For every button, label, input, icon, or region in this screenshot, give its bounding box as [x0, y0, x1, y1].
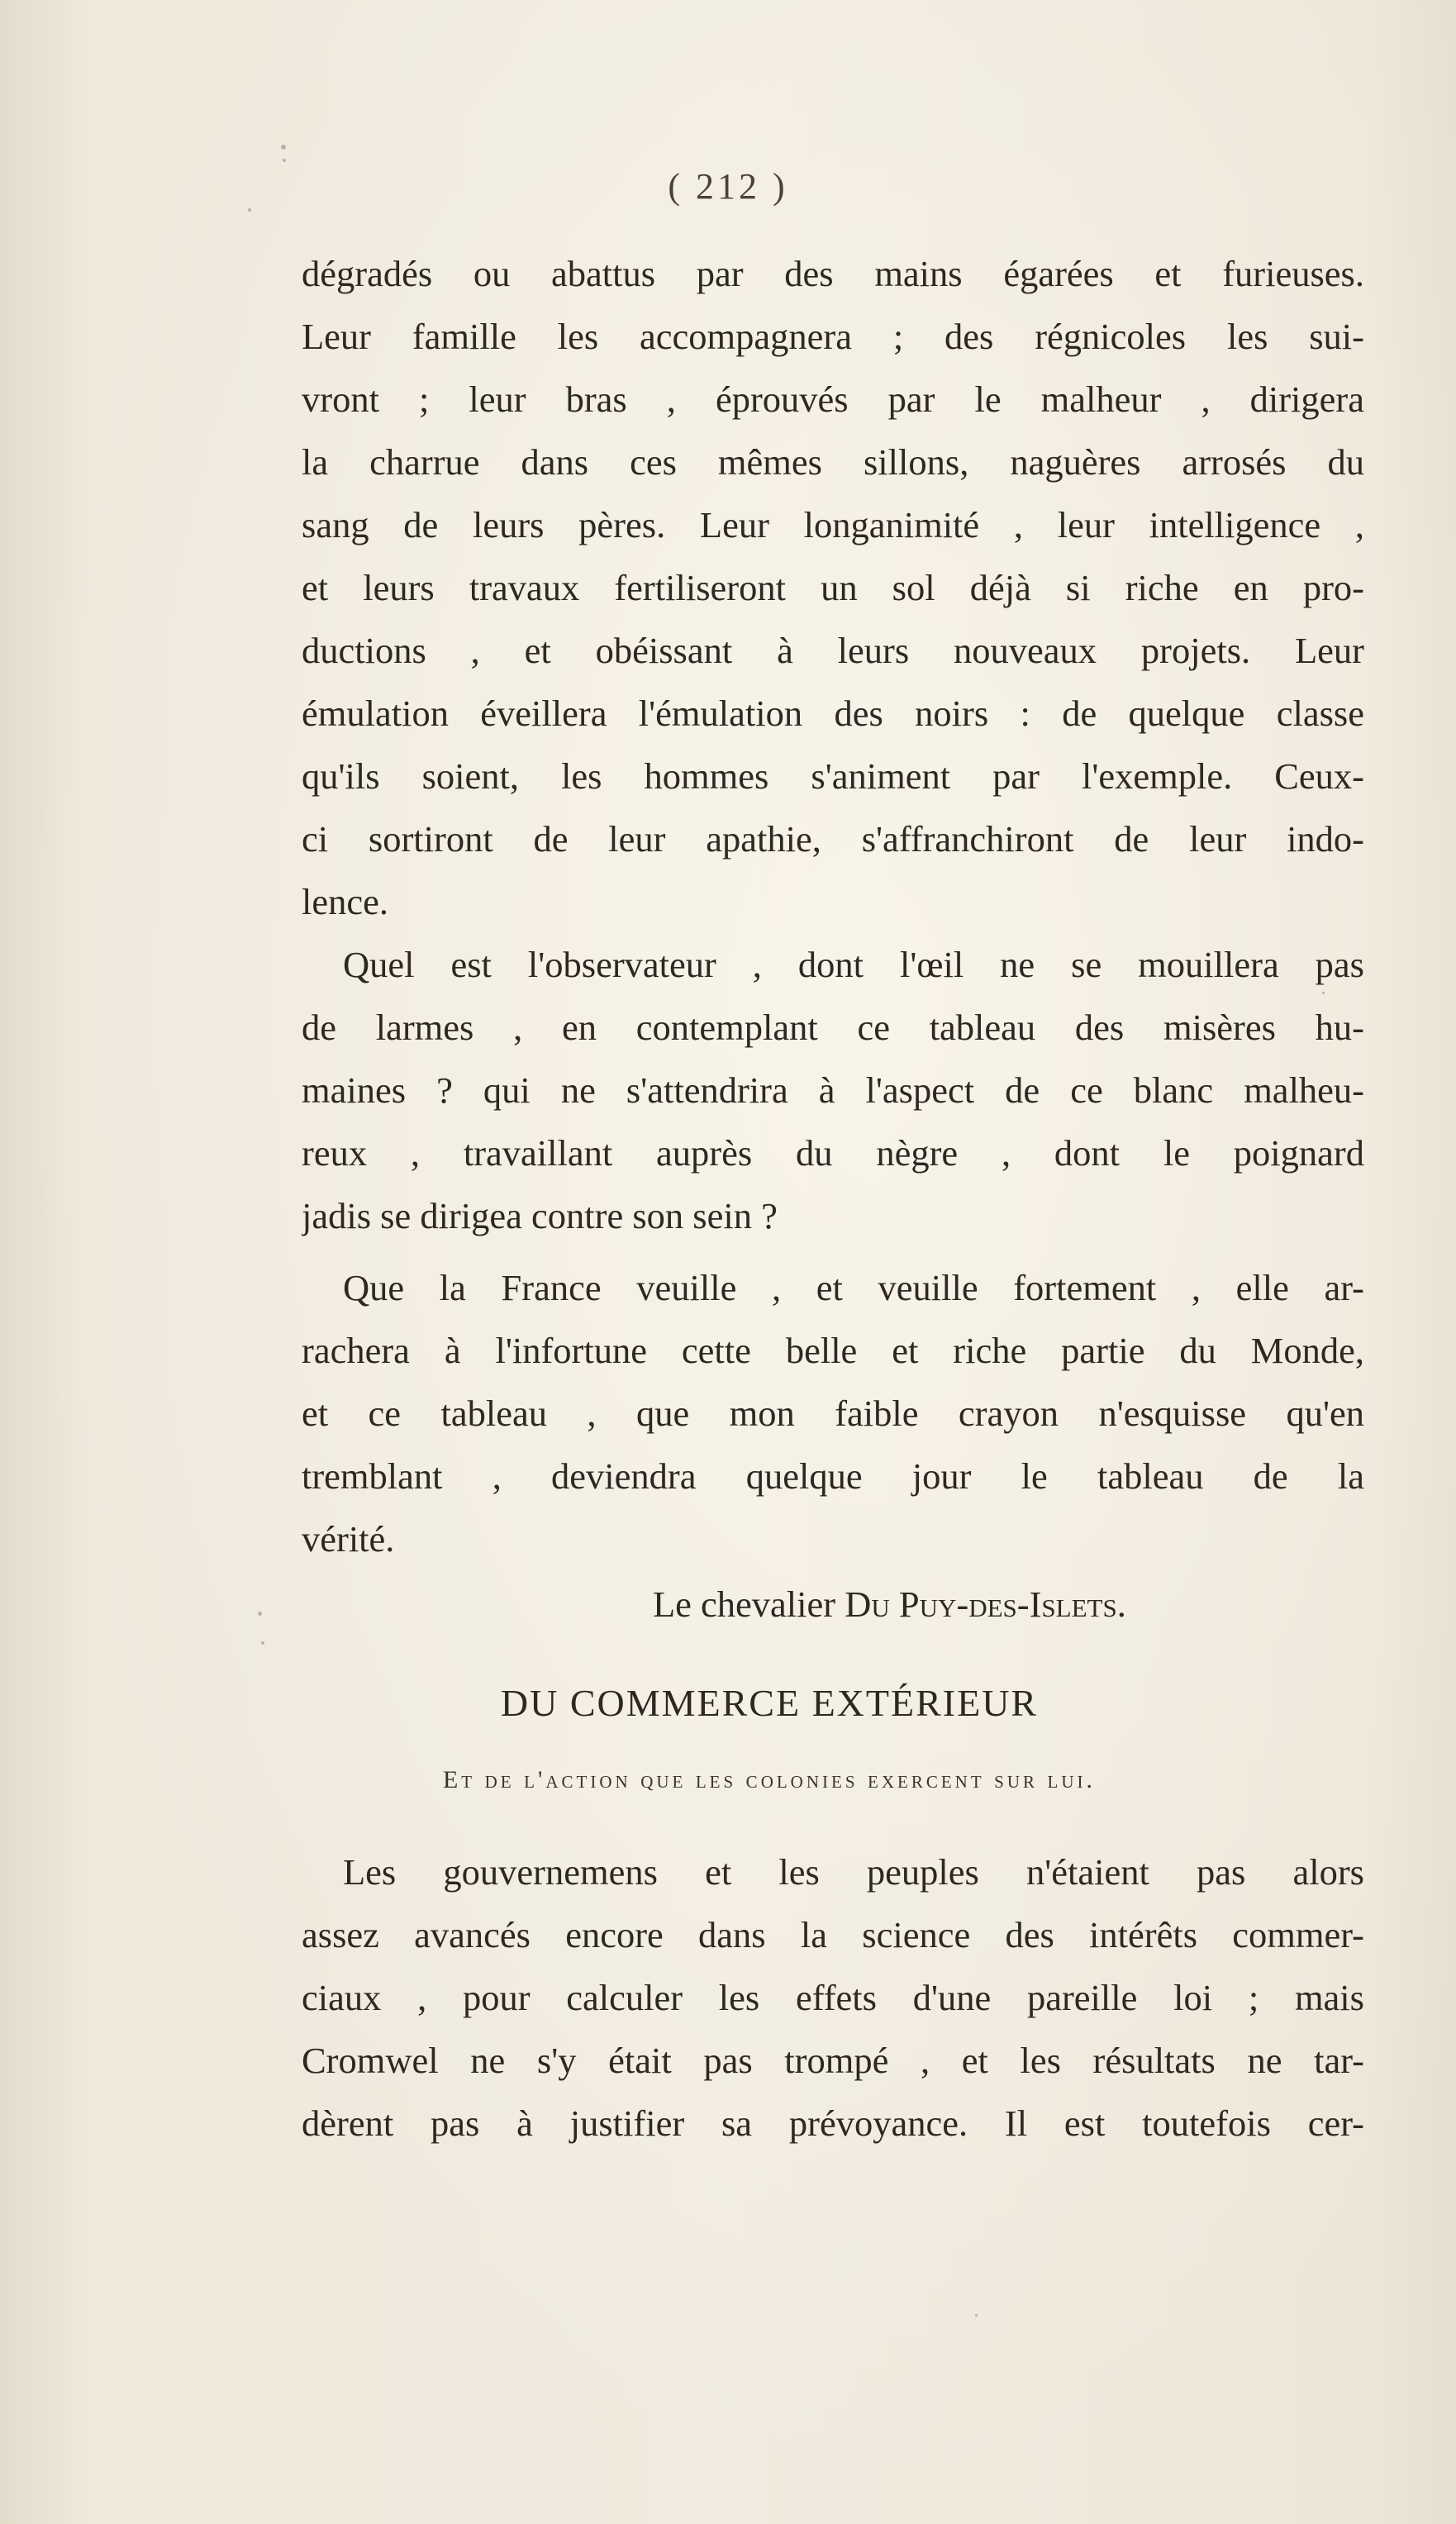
text-line: ductions , et obéissant à leurs nouveaux projets. Leur	[302, 630, 1364, 671]
text-line: dèrent pas à justifier sa prévoyance. Il est toutefois cer-	[302, 2103, 1364, 2144]
paper-speck	[975, 2314, 978, 2317]
text-line: de larmes , en contemplant ce tableau des misères hu-	[302, 1007, 1364, 1048]
paper-speck	[281, 145, 286, 150]
paper-speck	[261, 1641, 264, 1645]
text-line: vérité.	[302, 1518, 395, 1560]
paper-speck	[248, 208, 251, 212]
paper-speck	[1322, 992, 1325, 994]
text-line: et ce tableau , que mon faible crayon n'esquisse qu'en	[302, 1393, 1364, 1434]
paper-speck	[258, 1612, 262, 1616]
text-line: Que la France veuille , et veuille fortement , elle ar-	[343, 1267, 1364, 1308]
text-line: Cromwel ne s'y était pas trompé , et les résultats ne tar-	[302, 2040, 1364, 2081]
signature-prefix: Le chevalier	[653, 1583, 845, 1625]
page-number: ( 212 )	[668, 166, 788, 207]
text-line: émulation éveillera l'émulation des noirs : de quelque classe	[302, 693, 1364, 734]
signature	[653, 1579, 1126, 1630]
signature-name: Du Puy-des-Islets.	[845, 1583, 1126, 1625]
text-line: maines ? qui ne s'attendrira à l'aspect de ce blanc malheu-	[302, 1069, 1364, 1111]
text-line: la charrue dans ces mêmes sillons, naguères arrosés du	[302, 441, 1364, 483]
paper-speck	[283, 159, 286, 162]
text-line: Leur famille les accompagnera ; des régnicoles les sui-	[302, 316, 1364, 357]
text-line: ci sortiront de leur apathie, s'affranchiront de leur indo-	[302, 818, 1364, 860]
text-line: dégradés ou abattus par des mains égarées et furieuses.	[302, 253, 1364, 294]
text-line: tremblant , deviendra quelque jour le tableau de la	[302, 1455, 1364, 1497]
text-line: ciaux , pour calculer les effets d'une pareille loi ; mais	[302, 1977, 1364, 2018]
text-line: assez avancés encore dans la science des intérêts commer-	[302, 1914, 1364, 1955]
text-line: lence.	[302, 881, 388, 922]
text-line: et leurs travaux fertiliseront un sol déjà si riche en pro-	[302, 567, 1364, 608]
text-line: rachera à l'infortune cette belle et riche partie du Monde,	[302, 1330, 1364, 1371]
text-line: jadis se dirigea contre son sein ?	[302, 1195, 778, 1236]
text-line: Les gouvernemens et les peuples n'étaient pas alors	[343, 1851, 1364, 1893]
text-line: Quel est l'observateur , dont l'œil ne se mouillera pas	[343, 944, 1364, 985]
text-line: vront ; leur bras , éprouvés par le malheur , dirigera	[302, 379, 1364, 420]
section-title: DU COMMERCE EXTÉRIEUR	[500, 1682, 1039, 1724]
text-line: reux , travaillant auprès du nègre , dont le poignard	[302, 1132, 1364, 1174]
section-subtitle: Et de l'action que les colonies exercent sur lui.	[442, 1766, 1097, 1793]
text-line: qu'ils soient, les hommes s'animent par l'exemple. Ceux-	[302, 755, 1364, 797]
text-line: sang de leurs pères. Leur longanimité , leur intelligence ,	[302, 504, 1364, 545]
